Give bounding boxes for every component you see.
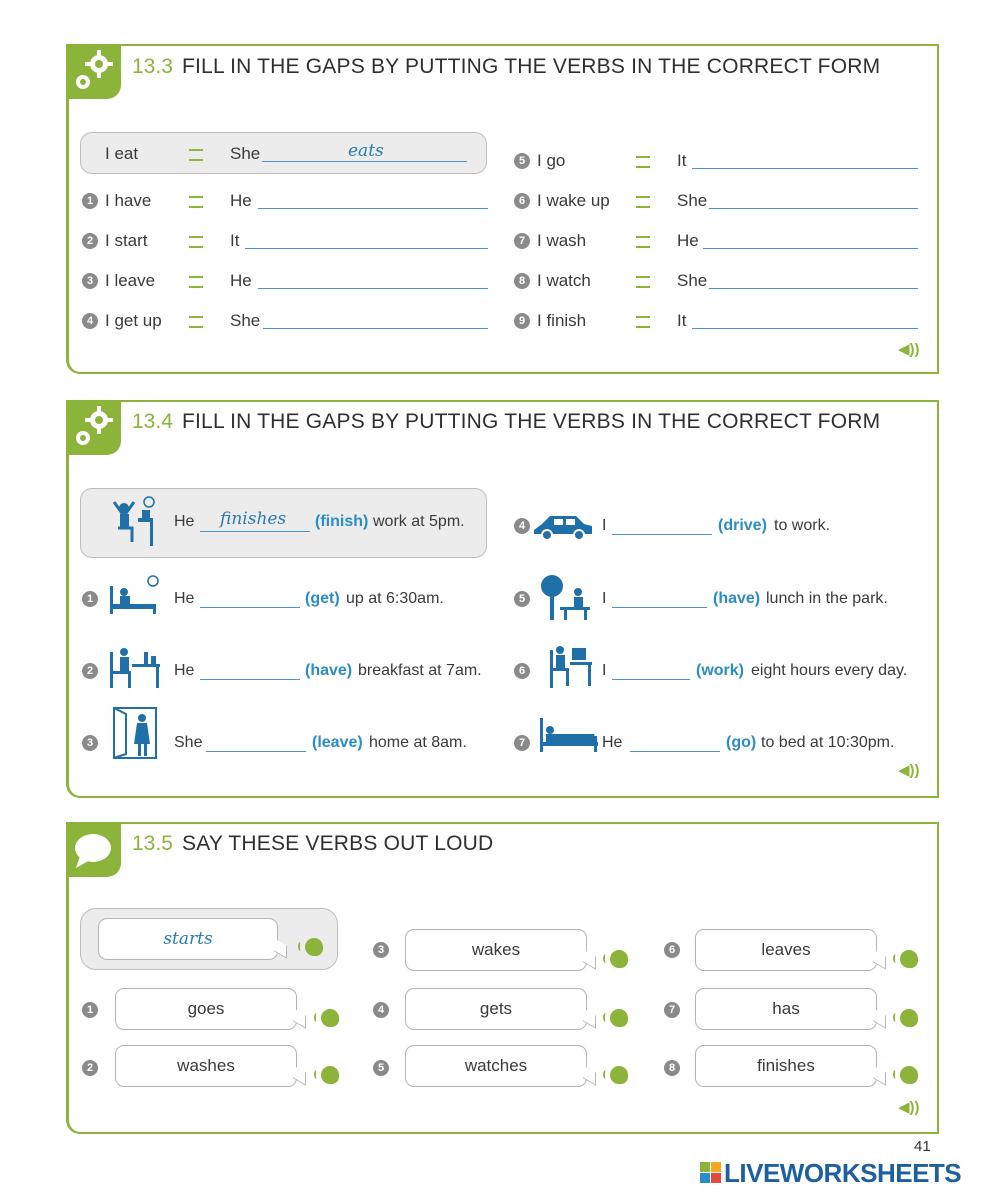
item-rest: eight hours every day.: [751, 662, 908, 679]
item-number: 2: [82, 233, 98, 249]
person-in-bed-icon: [538, 716, 600, 752]
speech-bubble: finishes: [695, 1045, 877, 1087]
item-left: I watch: [537, 271, 591, 290]
audio-speaker-icon[interactable]: ◀)): [898, 762, 920, 779]
item-subject: I: [602, 662, 607, 679]
item-number: 3: [82, 273, 98, 289]
item-verb: (drive): [718, 517, 767, 534]
example-pronoun: She: [230, 144, 261, 163]
answer-input-4[interactable]: [263, 328, 488, 329]
audio-speaker-icon[interactable]: ◀)): [898, 341, 920, 358]
item-left: I start: [105, 231, 148, 250]
equals-sign: [189, 196, 203, 208]
equals-sign: [636, 196, 650, 208]
example-answer-line: [262, 161, 467, 162]
lunch-in-park-icon: [540, 572, 592, 622]
speech-bubble: gets: [405, 988, 587, 1030]
woman-leaving-door-icon: [112, 706, 158, 760]
item-subject: He: [174, 590, 195, 607]
exercise-number: 13.4: [132, 410, 173, 433]
item-verb: (work): [696, 662, 744, 679]
item-number: 4: [82, 313, 98, 329]
item-number: 1: [82, 1002, 98, 1018]
equals-sign: [636, 316, 650, 328]
item-verb: (go): [726, 734, 757, 751]
person-eating-breakfast-icon: [106, 646, 160, 688]
speaking-head-icon[interactable]: [900, 1009, 918, 1027]
item-rest: to work.: [774, 517, 831, 534]
item-rest: breakfast at 7am.: [358, 662, 482, 679]
item-left: I get up: [105, 311, 162, 330]
item-subject: She: [174, 734, 203, 751]
item-rest: up at 6:30am.: [346, 590, 444, 607]
item-pronoun: He: [677, 231, 699, 250]
item-number: 3: [373, 942, 389, 958]
equals-sign: [189, 276, 203, 288]
item-verb: (have): [305, 662, 353, 679]
example-left: I eat: [105, 144, 139, 163]
person-working-desk-icon: [548, 644, 592, 688]
answer-input-1[interactable]: [258, 208, 488, 209]
item-pronoun: She: [677, 191, 708, 210]
item-number: 7: [514, 735, 530, 751]
answer-input-1[interactable]: [200, 607, 300, 608]
answer-input-4[interactable]: [612, 534, 712, 535]
item-subject: I: [602, 590, 607, 607]
item-pronoun: She: [677, 271, 708, 290]
item-number: 5: [514, 591, 530, 607]
answer-input-2[interactable]: [200, 679, 300, 680]
item-subject: I: [602, 517, 607, 534]
item-verb: (get): [305, 590, 340, 607]
speaking-head-icon[interactable]: [610, 1066, 628, 1084]
example-answer-line: [200, 531, 310, 532]
speech-bubble: washes: [115, 1045, 297, 1087]
example-box: [80, 132, 487, 174]
example-answer: finishes: [220, 509, 287, 529]
speech-bubble: goes: [115, 988, 297, 1030]
answer-input-2[interactable]: [245, 248, 488, 249]
item-left: I finish: [537, 311, 587, 330]
item-pronoun: It: [230, 231, 240, 250]
answer-input-3[interactable]: [258, 288, 488, 289]
exercise-title: FILL IN THE GAPS BY PUTTING THE VERBS IN THE CORRECT FORM: [182, 55, 881, 78]
car-icon: [532, 512, 594, 542]
exercise-13-4-icon-block: [66, 400, 121, 455]
item-number: 4: [373, 1002, 389, 1018]
logo-text: LIVEWORKSHEETS: [724, 1158, 962, 1188]
speaking-head-icon[interactable]: [610, 1009, 628, 1027]
speaking-head-icon[interactable]: [321, 1066, 339, 1084]
item-number: 6: [514, 193, 530, 209]
exercise-number: 13.5: [132, 832, 173, 855]
example-speech-bubble: [98, 918, 278, 960]
item-number: 9: [514, 313, 530, 329]
equals-sign: [636, 236, 650, 248]
equals-sign: [636, 156, 650, 168]
answer-input-6[interactable]: [709, 208, 918, 209]
exercise-13-5-panel: [66, 822, 939, 1134]
equals-sign: [189, 236, 203, 248]
speech-bubble-icon: [66, 822, 121, 877]
item-number: 3: [82, 735, 98, 751]
answer-input-5[interactable]: [692, 168, 918, 169]
item-rest: to bed at 10:30pm.: [761, 734, 895, 751]
example-answer: eats: [348, 141, 384, 161]
example-subject: He: [174, 513, 195, 530]
speech-bubble: wakes: [405, 929, 587, 971]
speaking-head-icon: [305, 938, 323, 956]
item-number: 5: [373, 1060, 389, 1076]
item-verb: (have): [713, 590, 761, 607]
answer-input-8[interactable]: [709, 288, 918, 289]
exercise-13-5-icon-block: [66, 822, 121, 877]
item-number: 6: [664, 942, 680, 958]
audio-speaker-icon[interactable]: ◀)): [898, 1099, 920, 1116]
equals-sign: [189, 316, 203, 328]
equals-sign: [636, 276, 650, 288]
speaking-head-icon[interactable]: [610, 950, 628, 968]
item-pronoun: He: [230, 191, 252, 210]
item-subject: He: [602, 734, 623, 751]
answer-input-7[interactable]: [703, 248, 918, 249]
exercise-title: FILL IN THE GAPS BY PUTTING THE VERBS IN THE CORRECT FORM: [182, 410, 881, 433]
speaking-head-icon[interactable]: [321, 1009, 339, 1027]
item-left: I go: [537, 151, 566, 170]
logo-blocks-icon: [700, 1162, 722, 1184]
equals-sign: [189, 149, 203, 161]
item-number: 2: [82, 1060, 98, 1076]
item-number: 4: [514, 518, 530, 534]
answer-input-5[interactable]: [612, 607, 707, 608]
office-worker-clock-icon: [106, 494, 158, 550]
person-waking-bed-icon: [106, 574, 160, 614]
item-left: I leave: [105, 271, 156, 290]
speaking-head-icon[interactable]: [900, 1066, 918, 1084]
exercise-13-3-icon-block: [66, 44, 121, 99]
item-rest: home at 8am.: [369, 734, 467, 751]
item-number: 8: [514, 273, 530, 289]
answer-input-3[interactable]: [206, 751, 306, 752]
item-number: 2: [82, 663, 98, 679]
item-left: I wake up: [537, 191, 610, 210]
item-number: 7: [514, 233, 530, 249]
speech-bubble: watches: [405, 1045, 587, 1087]
answer-input-7[interactable]: [630, 751, 720, 752]
item-number: 1: [82, 591, 98, 607]
item-rest: lunch in the park.: [766, 590, 888, 607]
example-verb: (finish): [315, 513, 369, 530]
example-rest: work at 5pm.: [373, 513, 465, 530]
answer-input-9[interactable]: [692, 328, 918, 329]
gears-icon: [66, 400, 121, 455]
item-pronoun: He: [230, 271, 252, 290]
item-number: 1: [82, 193, 98, 209]
item-left: I have: [105, 191, 152, 210]
item-pronoun: It: [677, 311, 687, 330]
item-number: 6: [514, 663, 530, 679]
item-pronoun: She: [230, 311, 261, 330]
item-number: 8: [664, 1060, 680, 1076]
answer-input-6[interactable]: [612, 679, 690, 680]
item-verb: (leave): [312, 734, 363, 751]
speaking-head-icon[interactable]: [900, 950, 918, 968]
item-pronoun: It: [677, 151, 687, 170]
item-subject: He: [174, 662, 195, 679]
exercise-title: SAY THESE VERBS OUT LOUD: [182, 832, 494, 855]
example-word: starts: [163, 929, 213, 949]
item-number: 5: [514, 153, 530, 169]
gears-icon: [66, 44, 121, 99]
exercise-number: 13.3: [132, 55, 173, 78]
speech-bubble: leaves: [695, 929, 877, 971]
item-left: I wash: [537, 231, 587, 250]
page-number: 41: [914, 1138, 931, 1155]
speech-bubble: has: [695, 988, 877, 1030]
item-number: 7: [664, 1002, 680, 1018]
